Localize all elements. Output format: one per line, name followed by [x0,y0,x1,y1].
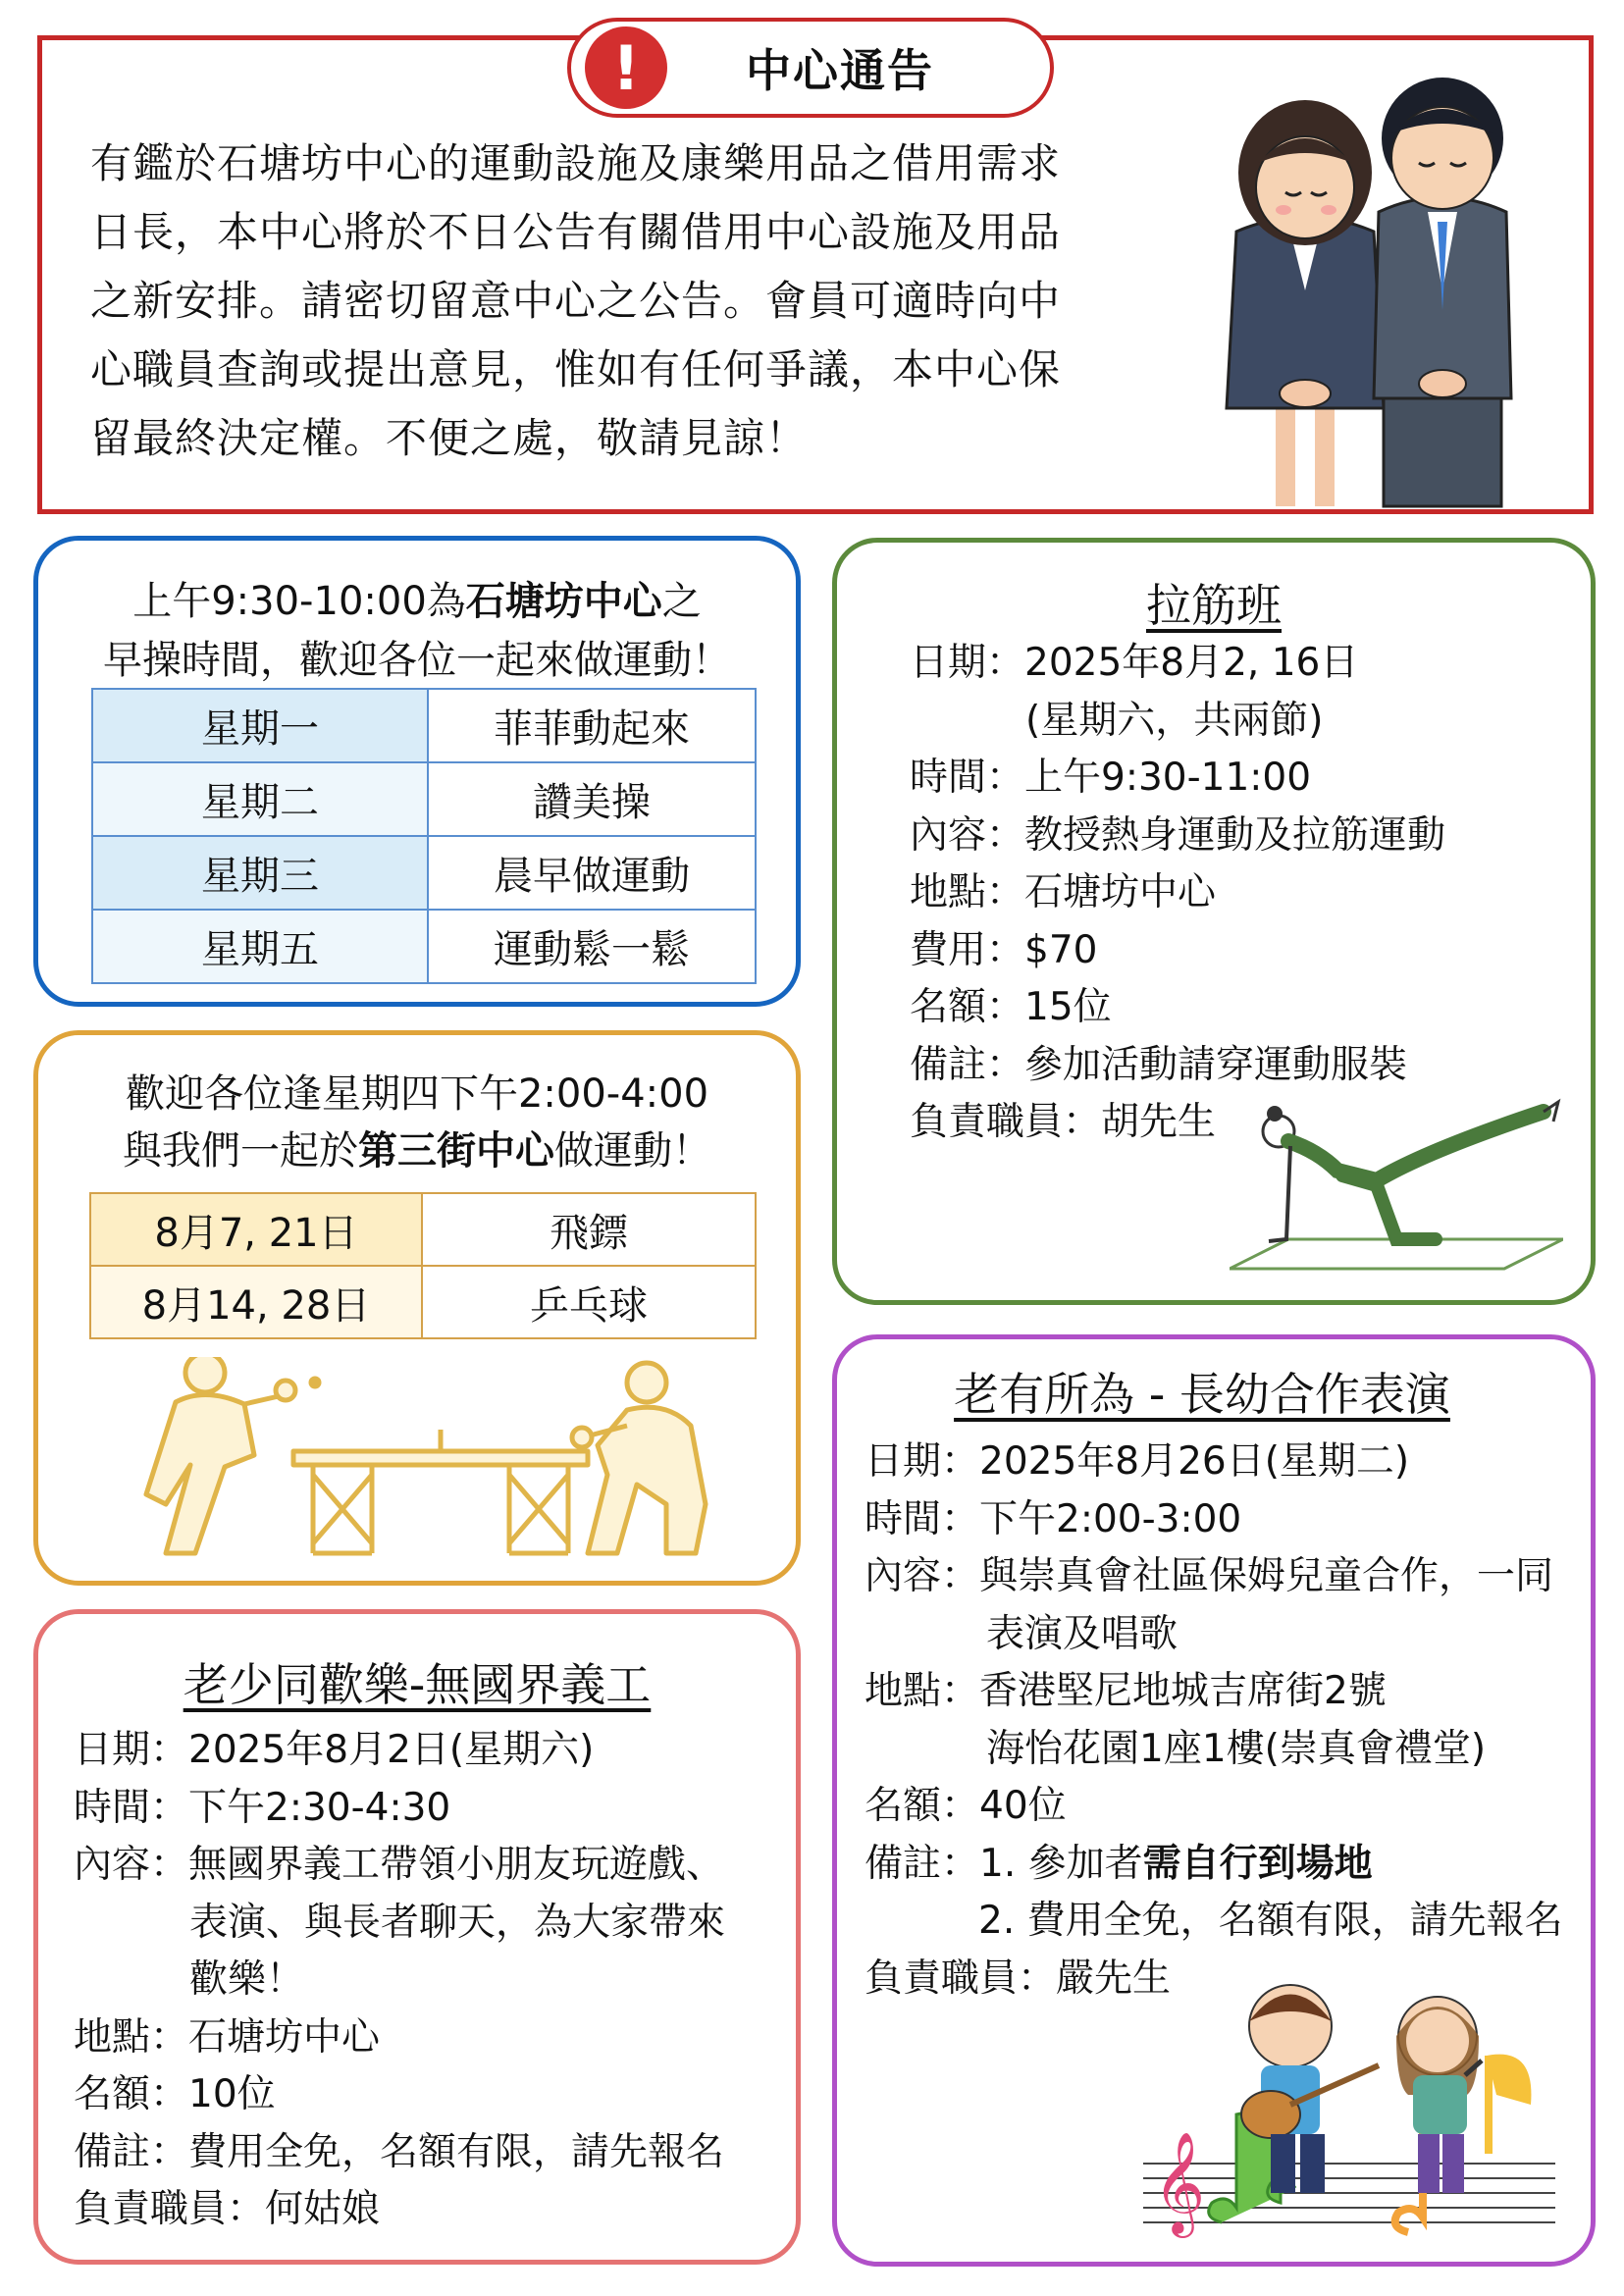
morning-intro-line-1: 上午9:30-10:00為石塘坊中心之 [132,579,702,624]
weekday-cell: 星期一 [92,689,428,762]
quota-row: 名額： 10位 [74,2072,276,2116]
stretch-class-box [832,538,1596,1305]
venue-row: 地點： 石塘坊中心 [74,2014,381,2060]
notice-line: 留最終決定權。不便之處，敬請見諒！ [90,414,809,462]
activity-cell: 晨早做運動 [428,836,756,910]
table-row [92,762,756,836]
activity-cell: 乒乓球 [422,1266,756,1338]
notice-line: 心職員查詢或提出意見，惟如有任何爭議，本中心保 [90,345,1062,393]
content-row-cont: 表演及唱歌 [986,1611,1179,1656]
content-row-cont: 表演、與長者聊天，為大家帶來 [189,1900,726,1945]
remark-row: 備註： 參加活動請穿運動服裝 [910,1042,1408,1087]
volunteer-event-box [33,1609,801,2265]
notice-line: 日長，本中心將於不日公告有關借用中心設施及用品 [90,208,1062,256]
content-row: 內容： 教授熱身運動及拉筋運動 [910,812,1446,858]
morning-exercise-box [33,536,801,1007]
notice-line: 之新安排。請密切留意中心之公告。會員可適時向中 [90,277,1062,325]
remark-row: 備註： 費用全免，名額有限，請先報名 [74,2129,725,2174]
table-row [92,689,756,762]
fee-row: 費用： $70 [910,927,1098,972]
performance-title: 老有所為 - 長幼合作表演 [954,1368,1450,1421]
activity-cell: 運動鬆一鬆 [428,910,756,983]
thursday-intro-line-1: 歡迎各位逢星期四下午2:00-4:00 [125,1071,709,1117]
table-row [92,910,756,983]
time-row: 時間： 下午2:30-4:30 [74,1785,451,1830]
content-row: 內容： 與崇真會社區保姆兒童合作，一同 [864,1554,1554,1598]
time-row: 時間： 下午2:00-3:00 [864,1496,1242,1541]
table-tennis-illustration [136,1357,725,1571]
venue-row: 地點： 香港堅尼地城吉席街2號 [864,1669,1387,1713]
table-row [92,836,756,910]
thursday-schedule-table [89,1192,757,1339]
exclamation-icon: ! [585,26,667,109]
remark-emphasis: 需自行到場地 [1142,1841,1373,1886]
svg-text:𝄞: 𝄞 [1153,2131,1206,2234]
table-row [90,1266,756,1338]
activity-cell: 菲菲動起來 [428,689,756,762]
date-row: 日期： 2025年8月2日(星期六) [74,1728,595,1772]
yoga-pose-illustration [1230,1092,1563,1278]
staff-row: 負責職員： 何姑娘 [74,2187,381,2231]
stretch-title: 拉筋班 [1146,579,1282,632]
date-row: 日期： 2025年8月2, 16日 [910,641,1359,685]
time-row: 時間： 上午9:30-11:00 [910,756,1312,800]
activity-cell: 讚美操 [428,762,756,836]
volunteer-title: 老少同歡樂-無國界義工 [183,1658,652,1711]
performance-event-box [832,1334,1596,2267]
staff-row: 負責職員： 嚴先生 [864,1956,1172,2001]
stretch-details [910,635,1445,1152]
content-row: 內容： 無國界義工帶領小朋友玩遊戲、 [74,1843,725,1887]
bowing-woman-figure [1227,100,1384,506]
date-row: 日期： 2025年8月26日(星期二) [864,1439,1410,1484]
weekday-cell: 星期五 [92,910,428,983]
date-cell: 8月7, 21日 [90,1193,422,1266]
notice-title-tab [567,18,1054,118]
date-note-row: (星期六，共兩節) [1025,698,1324,743]
remark-row-cont: 2. 費用全免，名額有限，請先報名 [978,1899,1563,1943]
morning-schedule-table [91,688,757,984]
weekday-cell: 星期二 [92,762,428,836]
bowing-staff-illustration [1207,55,1550,508]
venue-highlight: 石塘坊中心 [465,579,662,624]
remark-row: 備註： 1. 參加者 需自行到場地 [864,1836,1563,1894]
thursday-exercise-box [33,1030,801,1586]
music-performance-illustration [1143,1967,1555,2252]
content-row-cont: 歡樂！ [189,1957,305,2002]
morning-intro-line-2: 早操時間，歡迎各位一起來做運動！ [103,638,731,683]
performance-details [864,1434,1563,2008]
date-cell: 8月14, 28日 [90,1266,422,1338]
notice-title: 中心通告 [746,44,934,97]
bowing-man-figure [1374,78,1511,506]
staff-row: 負責職員： 胡先生 [910,1100,1217,1144]
thursday-intro-line-2: 與我們一起於第三街中心做運動！ [123,1128,711,1174]
notice-line: 有鑑於石塘坊中心的運動設施及康樂用品之借用需求 [90,139,1062,187]
venue-row-cont: 海怡花園1座1樓(崇真會禮堂) [986,1726,1487,1771]
quota-row: 名額： 15位 [910,985,1112,1029]
venue-highlight: 第三街中心 [358,1128,554,1174]
quota-row: 名額： 40位 [864,1784,1067,1828]
notice-body [90,130,1179,473]
weekday-cell: 星期三 [92,836,428,910]
table-row [90,1193,756,1266]
venue-row: 地點： 石塘坊中心 [910,870,1217,914]
activity-cell: 飛鏢 [422,1193,756,1266]
volunteer-details [74,1722,725,2239]
